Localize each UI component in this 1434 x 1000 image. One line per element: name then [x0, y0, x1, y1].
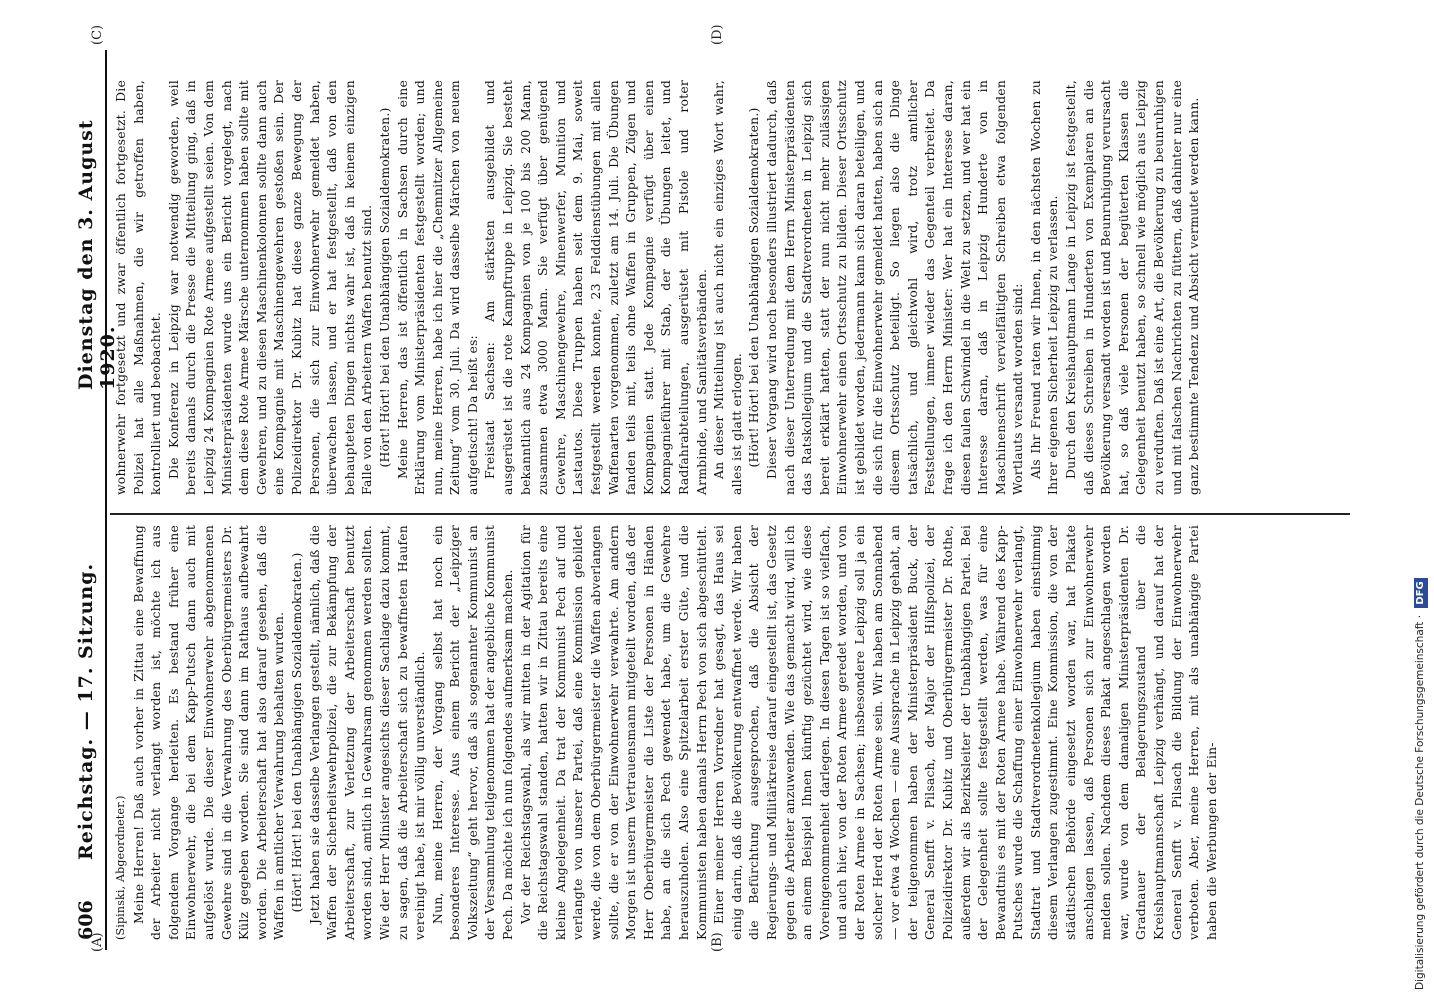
page-number: 606 — [75, 900, 97, 940]
paragraph: Meine Herren, das ist öffentlich in Sachsen durch eine Erklärung vom Ministerpräsidenten festgestellt worden; und nun, meine Herren, habe ich hier die „Chemnitzer Allgemeine Zeitung“ vom 30. Juli. Da wird dasselbe Märchen von neuem aufgetischt! Da heißt es: — [394, 80, 480, 495]
paragraph: An dieser Mitteilung ist auch nicht ein einziges Wort wahr, alles ist glatt erlogen. — [711, 80, 744, 495]
column-divider — [110, 513, 1350, 515]
quotation: Freistaat Sachsen: Am stärksten ausgebildet und ausgerüstet ist die rote Kampftruppe in Leipzig. Sie besteht bekanntlich aus 24 Kompagnien von je 100 bis 200 Mann, zusammen etwa 3000 Mann. Sie verfügt über genügend Gewehre, Maschinengewehre, Minenwerfer, Munition und Lastautos. Diese Truppen haben seit dem 9. Mai, soweit festgestellt werden konnte, 23 Felddienstübungen mit allen Waffenarten vorgenommen, zuletzt am 14. Juli. Die Übungen fanden teils mit, teils ohne Waffen in Gruppen, Zügen und Kompagnien statt. Jede Kompagnie verfügt über einen Kompagnieführer mit Stab, der die Übungen leitet, und Radfahrabteilungen, ausgerüstet mit Pistole und roter Armbinde, und Sanitätsverbänden. — [482, 80, 709, 495]
page-content — [20, 24, 1380, 952]
digitization-credit — [1410, 10, 1430, 990]
credit-text: Digitalisierung gefördert durch die Deutsche Forschungsgemeinschaft · — [1414, 614, 1426, 990]
paragraph: Durch den Kreishauptmann Lange in Leipzig ist festgestellt, daß dieses Schreiben in Hunderten von Exemplaren an die Bevölkerung versandt worden ist und Beunruhigung verursacht hat, so daß viele Personen der begüterten Klassen die Gelegenheit benutzt haben, so schnell wie möglich aus Leipzig zu verduften. Daß ist eine Art, die Bevölkerung zu beunruhigen und mit falschen Nachrichten zu füttern, daß dahinter nur eine ganz bestimmte Tendenz und Absicht vermutet werden kann. — [1063, 80, 1202, 495]
margin-mark-d: (D) — [710, 24, 725, 45]
interjection: (Hört! Hört! bei den Unabhängigen Sozialdemokraten.) — [376, 107, 392, 468]
margin-mark-b: (B) — [710, 932, 725, 952]
paragraph: Jetzt haben sie dasselbe Verlangen gestellt, nämlich, daß die Waffen der Sicherheitswehrpolizei, die zur Bekämpfung der Arbeiterschaft, zur Verletzung der Arbeiterschaft benutzt worden sind, amtlich in Gewahrsam genommen werden sollten. Wie der Herr Minister angesichts dieser Sachlage dazu kommt, zu sagen, daß die Arbeiterschaft sich zu bewaffneten Haufen vereinigt habe, ist mir völlig unverständlich. — [306, 525, 428, 940]
running-head — [65, 50, 119, 950]
paragraph: Meine Herren! Daß auch vorher in Zittau eine Bewaffnung der Arbeiter nicht verlangt worden ist, möchte ich aus folgendem Vorgange herleiten. Es bestand früher eine Einwohnerwehr, die bei dem Kapp-Putsch dann auch mit aufgelöst wurde. Die dieser Einwohnerwehr abgenommenen Gewehre sind in die Verwahrung des Oberbürgermeisters Dr. Külz gegeben worden. Sie sind dann im Rathaus aufbewahrt worden. Die Arbeiterschaft hat also darauf gesehen, daß die Waffen in amtlicher Verwahrung behalten wurden. — [130, 525, 287, 940]
session-title: Reichstag. — 17. Sitzung. — [75, 562, 97, 860]
margin-mark-c: (C) — [90, 24, 105, 45]
interjection: (Hört! Hört! bei den Unabhängigen Sozialdemokraten.) — [746, 107, 762, 468]
paragraph: Dieser Vorgang wird noch besonders illustriert dadurch, daß nach dieser Unterredung mit dem Herrn Ministerpräsidenten das Ratskollegium und die Stadtverordneten in Leipzig sich bereit erklärt hatten, statt der nun nicht mehr zulässigen Einwohnerwehr einen Ortsschutz zu bilden. Dieser Ortsschutz ist gebildet worden, jedermann kann sich daran beteiligen, und die sich für die Einwohnerwehr gemeldet hatten, haben sich an diesem Ortsschutz beteiligt. So liegen also die Dinge tatsächlich, und gleichwohl wird, trotz amtlicher Feststellungen, immer wieder das Gegenteil verbreitet. Da frage ich den Herrn Minister: Wer hat ein Interesse daran, diesen faulen Schwindel in die Welt zu setzen, und wer hat ein Interesse daran, daß in Leipzig Hunderte von in Maschinenschrift vervielfältigten Schreiben etwa folgenden Wortlauts versandt worden sind: — [763, 80, 1026, 495]
left-column — [112, 525, 1220, 940]
paragraph: Nun, meine Herren, der Vorgang selbst hat noch ein besonderes Interesse. Aus einem Bericht der „Leipziger Volkszeitung“ geht hervor, daß als sogenannter Kommunist an der Versammlung teilgenommen hat der angebliche Kommunist Pech. Da möchte ich nun folgendes aufmerksam machen. — [429, 525, 516, 940]
paragraph: Einer meiner Herren Vorredner hat gesagt, das Haus sei einig darin, daß die Bevölkerung entwaffnet werde. Wir haben die Befürchtung ausgesprochen, daß die Absicht der Regierungs- und Militärkreise darauf eingestellt ist, das Gesetz gegen die Arbeiter anzuwenden. Wie das gemacht wird, will ich an einem Beispiel Ihnen künftig gezüchtet wird, wie diese Voreingenommenheit darlegen. In diesen Tagen ist so vielfach, und auch hier, von der Roten Armee geredet worden, und von der Roten Armee in Sachsen; insbesondere Leipzig soll ja ein solcher Herd der Roten Armee sein. Wir haben am Sonnabend — vor etwa 4 Wochen — eine Aussprache in Leipzig gehabt, an der teilgenommen haben der Ministerpräsident Buck, der General Senfft v. Pilsach, der Major der Hilfspolizei, der Polizeidirektor Dr. Kubitz und Oberbürgermeister Dr. Rothe, außerdem wir als Bezirksleiter der Unabhängigen Partei. Bei der Gelegenheit sollte festgestellt werden, was für eine Bewandtnis es mit der Roten Armee habe. Während des Kapp-Putsches wurde die Schaffung einer Einwohnerwehr verlangt, Stadtrat und Stadtverordnetenkollegium haben einstimmig diesem Verlangen zugestimmt. Eine Kommission, die von der städtischen Behörde eingesetzt worden war, hat Plakate anschlagen lassen, daß Personen sich zur Einwohnerwehr melden sollen. Nachdem dieses Plakat angeschlagen worden war, wurde von dem damaligen Ministerpräsidenten Dr. Gradnauer der Belagerungszustand über die Kreishauptmannschaft Leipzig verhängt, und darauf hat der General Senfft v. Pilsach die Bildung der Einwohnerwehr verboten. Aber, meine Herren, mit als unabhängige Partei haben die Werbungen der Ein- — [711, 525, 1219, 940]
credit-line — [1410, 10, 1430, 990]
right-column — [112, 80, 1203, 495]
speaker-tag: (Sipinski, Abgeordneter.) — [114, 795, 127, 940]
paragraph: Die Konferenz in Leipzig war notwendig geworden, weil bereits damals durch die Presse die Mitteilung ging, daß in Leipzig 24 Kompagnien Rote Armee aufgestellt seien. Von dem Ministerpräsidenten wurde uns ein Bericht vorgelegt, nach dem diese Rote Armee Märsche unternommen haben sollte mit Gewehren, und zu diesen Maschinenkolonnen sollte dann auch eine Kompagnie mit Maschinengewehren gestoßen sein. Der Polizeidirektor Dr. Kubitz hat diese ganze Bewegung der Personen, die sich zur Einwohnerwehr gemeldet haben, überwachen lassen, und er hat festgestellt, daß von den behaupteten Dingen nichts wahr ist, daß in keinem einzigen Falle von den Arbeitern Waffen benutzt sind. — [165, 80, 375, 495]
dfg-logo: DFG — [1414, 578, 1428, 607]
interjection: (Hört! Hört! bei den Unabhängigen Sozialdemokraten.) — [288, 552, 304, 913]
session-date: Dienstag den 3. August 1920. — [75, 119, 119, 390]
margin-mark-a: (A) — [90, 932, 105, 952]
rotated-page — [20, 24, 1380, 952]
quotation: Als Ihr Freund raten wir Ihnen, in den nächsten Wochen zu Ihrer eigenen Sicherheit Leipzig zu verlassen. — [1027, 80, 1061, 495]
paragraph: Vor der Reichstagswahl, als wir mitten in der Agitation für die Reichstagswahl standen, hatten wir in Zittau bereits eine kleine Angelegenheit. Da trat der Kommunist Pech auf und verlangte von unserer Partei, daß eine Kommission gebildet werde, die von dem Oberbürgermeister die Waffen abverlangen sollte, die er von der Einwohnerwehr verwahrte. Am andern Morgen ist unserm Vertrauensmann mitgeteilt worden, daß der Herr Oberbürgermeister die Liste der Personen in Händen habe, an die sich Pech gewendet habe, um die Gewehre herauszuholen. Also eine Spitzelarbeit erster Güte, und die Kommunisten haben damals Herrn Pech von sich abgeschüttelt. — [517, 525, 709, 940]
paragraph: wohnerwehr fortgesetzt und zwar öffentlich fortgesetzt. Die Polizei hat alle Maßnahmen, die wir getroffen haben, kontrolliert und beobachtet. — [113, 80, 164, 495]
